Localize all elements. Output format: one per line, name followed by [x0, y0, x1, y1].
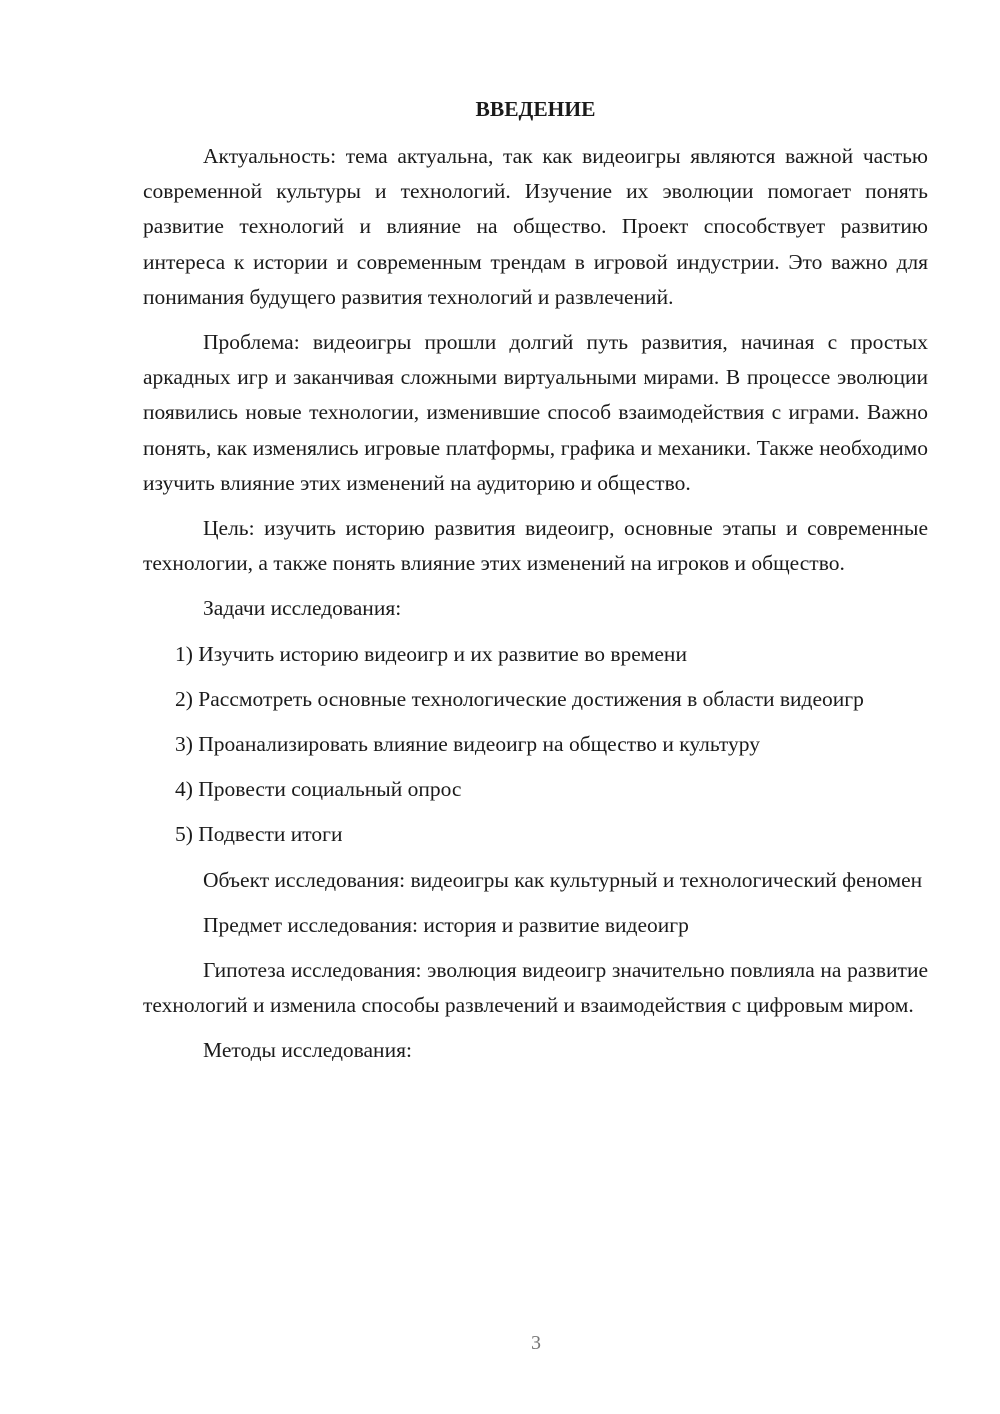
tasks-heading: Задачи исследования: — [203, 596, 402, 621]
task-item-1: 1) Изучить историю видеоигр и их развитие во времени — [175, 641, 687, 666]
subject-paragraph: Предмет исследования: история и развитие видеоигр — [203, 912, 689, 937]
page-number: 3 — [531, 1332, 541, 1354]
relevance-paragraph: Актуальность: тема актуальна, так как видеоигры являются важной частью современной культуры и технологий. Изучение их эволюции помогает понять развитие технологий и влияние на общество. Проект способствует развитию интереса к истории и современным трендам в игровой индустрии. Это важно для понимания будущего развития технологий и развлечений. — [143, 144, 928, 309]
page-content — [143, 92, 928, 1079]
hypothesis-paragraph: Гипотеза исследования: эволюция видеоигр значительно повлияла на развитие технологий и изменила способы развлечений и взаимодействия с цифровым миром. — [143, 958, 928, 1018]
task-item-2: 2) Рассмотреть основные технологические достижения в области видеоигр — [175, 686, 864, 711]
object-paragraph: Объект исследования: видеоигры как культурный и технологический феномен — [203, 867, 923, 892]
goal-paragraph: Цель: изучить историю развития видеоигр, основные этапы и современные технологии, а также понять влияние этих изменений на игроков и общество. — [143, 516, 928, 576]
section-title: ВВЕДЕНИЕ — [475, 97, 596, 121]
task-item-4: 4) Провести социальный опрос — [175, 777, 462, 802]
task-item-3: 3) Проанализировать влияние видеоигр на общество и культуру — [175, 732, 760, 757]
task-item-5: 5) Подвести итоги — [175, 822, 343, 847]
problem-paragraph: Проблема: видеоигры прошли долгий путь развития, начиная с простых аркадных игр и заканчивая сложными виртуальными мирами. В процессе эволюции появились новые технологии, изменившие способ взаимодействия с играми. Важно понять, как изменялись игровые платформы, графика и механики. Также необходимо изучить влияние этих изменений на аудиторию и общество. — [143, 330, 928, 495]
methods-heading: Методы исследования: — [203, 1038, 412, 1063]
